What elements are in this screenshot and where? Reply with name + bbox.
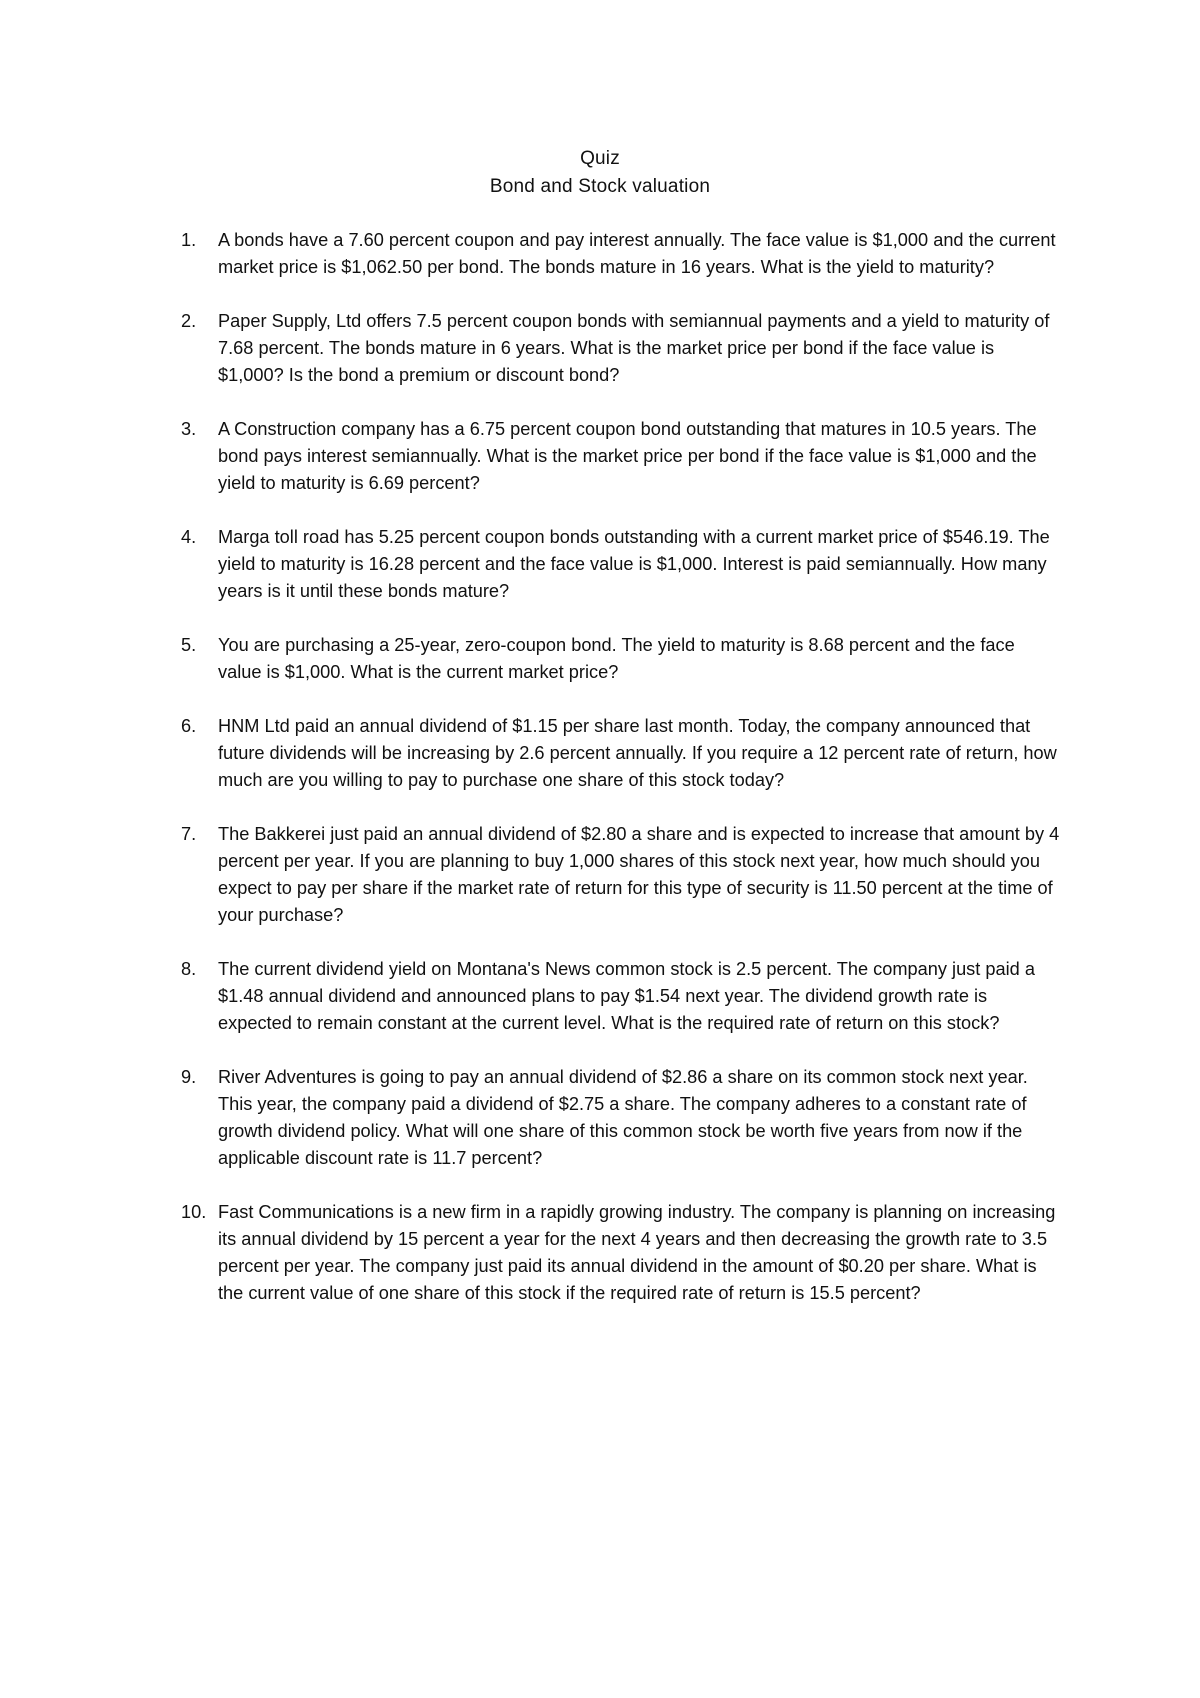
question-number: 6. — [181, 716, 197, 736]
page-title: Quiz — [580, 148, 620, 169]
question-item-10 — [181, 1199, 1061, 1307]
question-text: A Construction company has a 6.75 percent coupon bond outstanding that matures in 10.5 years. The bond pays interest semiannually. What is the market price per bond if the face value is $1,000 and the yield to maturity is 6.69 percent? — [218, 419, 1037, 493]
question-text: Fast Communications is a new firm in a rapidly growing industry. The company is planning on increasing its annual dividend by 15 percent a year for the next 4 years and then decreasing the growth rate to 3.5 percent per year. The company just paid its annual dividend in the amount of $0.20 per share. What is the current value of one share of this stock if the required rate of return is 15.5 percent? — [218, 1202, 1056, 1303]
question-number: 1. — [181, 230, 197, 250]
question-item-2 — [181, 308, 1061, 389]
question-number: 5. — [181, 635, 197, 655]
question-text: The Bakkerei just paid an annual dividend of $2.80 a share and is expected to increase that amount by 4 percent per year. If you are planning to buy 1,000 shares of this stock next year, how much should you expect to pay per share if the market rate of return for this type of security is 11.50 percent at the time of your purchase? — [218, 824, 1060, 925]
question-number: 10. — [181, 1202, 207, 1222]
question-number: 7. — [181, 824, 197, 844]
question-item-3 — [181, 416, 1061, 497]
question-text: You are purchasing a 25-year, zero-coupon bond. The yield to maturity is 8.68 percent and the face value is $1,000. What is the current market price? — [218, 635, 1015, 682]
question-number: 2. — [181, 311, 197, 331]
question-number: 3. — [181, 419, 197, 439]
question-item-8 — [181, 956, 1061, 1037]
question-item-4 — [181, 524, 1061, 605]
question-text: A bonds have a 7.60 percent coupon and pay interest annually. The face value is $1,000 and the current market price is $1,062.50 per bond. The bonds mature in 16 years. What is the yield to maturity? — [218, 230, 1056, 277]
question-number: 9. — [181, 1067, 197, 1087]
question-text: River Adventures is going to pay an annual dividend of $2.86 a share on its common stock next year. This year, the company paid a dividend of $2.75 a share. The company adheres to a constant rate of growth dividend policy. What will one share of this common stock be worth five years from now if the applicable discount rate is 11.7 percent? — [218, 1067, 1028, 1168]
question-item-7 — [181, 821, 1061, 929]
question-item-5 — [181, 632, 1061, 686]
question-number: 8. — [181, 959, 197, 979]
question-list — [181, 227, 1061, 1334]
page-subtitle: Bond and Stock valuation — [489, 176, 711, 197]
question-text: The current dividend yield on Montana's News common stock is 2.5 percent. The company just paid a $1.48 annual dividend and announced plans to pay $1.54 next year. The dividend growth rate is expected to remain constant at the current level. What is the required rate of return on this stock? — [218, 959, 1035, 1033]
question-number: 4. — [181, 527, 197, 547]
question-item-9 — [181, 1064, 1061, 1172]
question-item-6 — [181, 713, 1061, 794]
question-item-1 — [181, 227, 1061, 281]
question-text: Paper Supply, Ltd offers 7.5 percent coupon bonds with semiannual payments and a yield to maturity of 7.68 percent. The bonds mature in 6 years. What is the market price per bond if the face value is $1,000? Is the bond a premium or discount bond? — [218, 311, 1050, 385]
question-text: Marga toll road has 5.25 percent coupon bonds outstanding with a current market price of $546.19. The yield to maturity is 16.28 percent and the face value is $1,000. Interest is paid semiannually. How many years is it until these bonds mature? — [218, 527, 1050, 601]
question-text: HNM Ltd paid an annual dividend of $1.15 per share last month. Today, the company announced that future dividends will be increasing by 2.6 percent annually. If you require a 12 percent rate of return, how much are you willing to pay to purchase one share of this stock today? — [218, 716, 1057, 790]
